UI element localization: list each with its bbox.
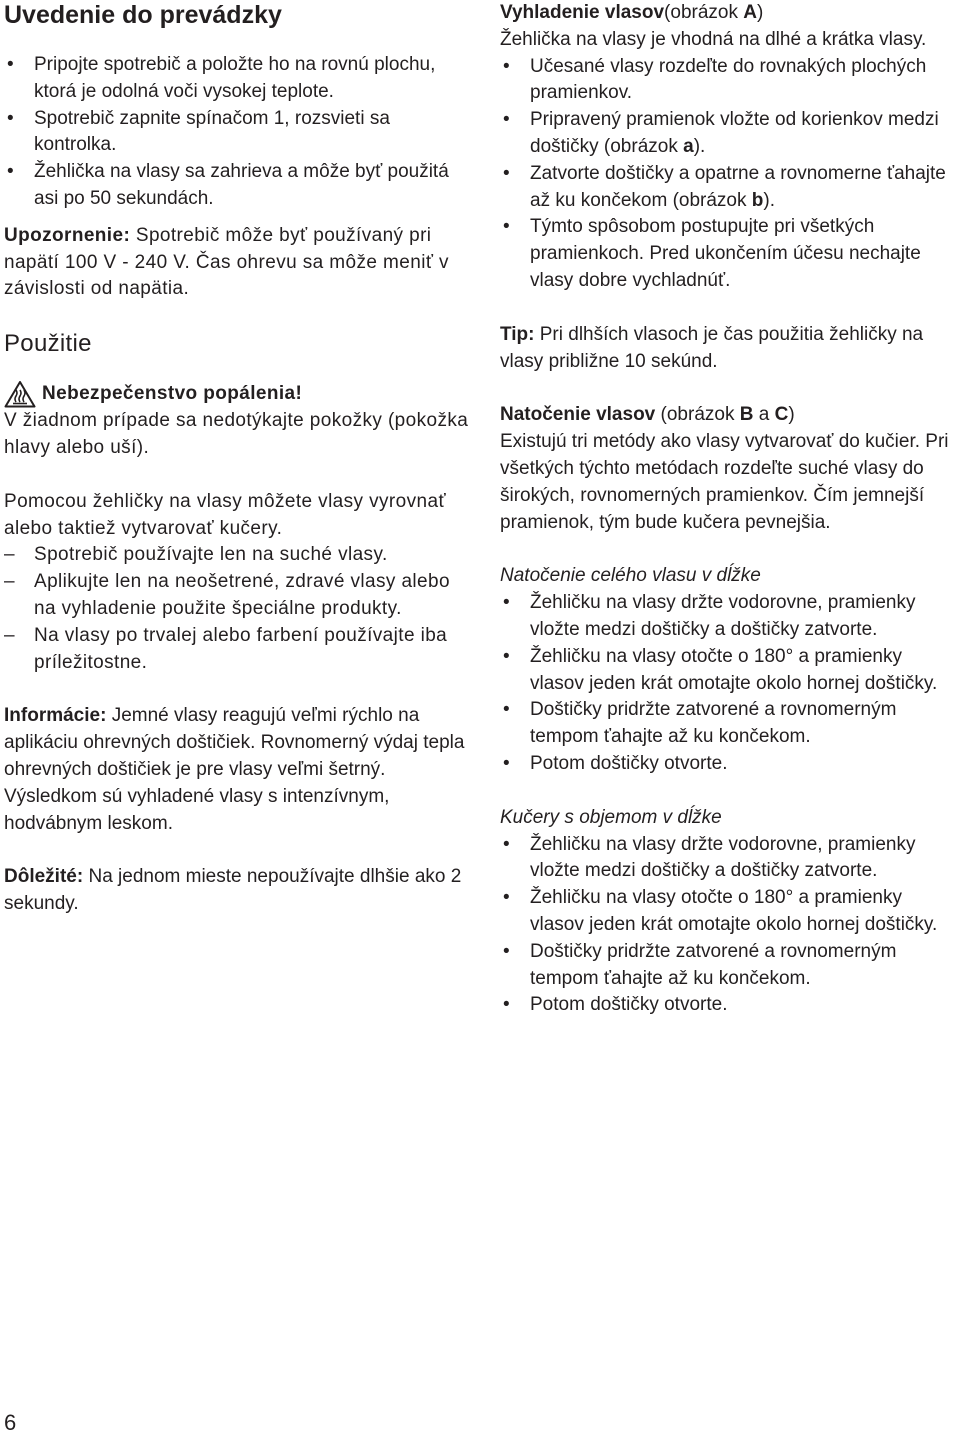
intro-heading: Uvedenie do prevádzky xyxy=(4,1,282,29)
figure-letter: a xyxy=(683,135,694,157)
note-label: Upozornenie: xyxy=(4,224,131,246)
curling-title-and: a xyxy=(753,404,775,426)
intro-bullet-list xyxy=(4,52,474,213)
curling-title-ref: (obrázok xyxy=(655,404,740,426)
list-item: • Pripojte spotrebič a položte ho na rovnú plochu, ktorá je odolná voči vysokej teplote. xyxy=(4,52,474,106)
list-item xyxy=(500,107,958,161)
straightening-bullet-list xyxy=(500,54,958,295)
list-item xyxy=(500,161,958,215)
page-number: 6 xyxy=(4,1410,17,1435)
information-paragraph xyxy=(4,703,474,837)
important-label: Dôležité: xyxy=(4,866,84,888)
list-item-text: Zatvorte doštičky a opatrne a rovnomerne ťahajte až ku končekom (obrázok xyxy=(530,162,946,211)
list-item-text: ). xyxy=(763,189,775,211)
list-item: • Doštičky pridržte zatvorené a rovnomerným tempom ťahajte až ku končekom. xyxy=(500,697,958,751)
warning-text: V žiadnom prípade sa nedotýkajte pokožky (pokožka hlavy alebo uší). xyxy=(4,410,469,458)
list-item: – Spotrebič používajte len na suché vlasy. xyxy=(4,542,474,569)
tip-paragraph xyxy=(500,322,958,376)
list-item: • Žehlička na vlasy sa zahrieva a môže byť použitá asi po 50 sekundách. xyxy=(4,159,474,213)
important-paragraph xyxy=(4,864,474,918)
curling-title-close: ) xyxy=(788,404,795,426)
voltage-note xyxy=(4,223,474,303)
list-item-text: Pripravený pramienok vložte od korienkov medzi doštičky (obrázok xyxy=(530,109,939,157)
figure-letter: B xyxy=(739,404,754,426)
tip-label: Tip: xyxy=(500,323,535,345)
straightening-title xyxy=(500,0,958,27)
figure-letter: C xyxy=(774,404,789,426)
figure-letter: A xyxy=(743,2,757,23)
list-item: • Týmto spôsobom postupujte pri všetkých pramienkoch. Pred ukončením účesu nechajte vlasy dobre vychladnúť. xyxy=(500,214,958,294)
full-length-bullet-list xyxy=(500,590,958,778)
list-item: • Doštičky pridržte zatvorené a rovnomerným tempom ťahajte až ku končekom. xyxy=(500,939,958,993)
volume-bullet-list xyxy=(500,832,958,1020)
curling-text: Existujú tri metódy ako vlasy vytvarovať do kučier. Pri všetkých týchto metódach rozdeľte suché vlasy do širokých, rovnomerných pramienkov. Čím jemnejší pramienok, tým bude kučera pevnejšia. xyxy=(500,431,949,533)
burn-warning-title xyxy=(4,380,474,408)
tip-text: Pri dlhších vlasoch je čas použitia žehličky na vlasy približne 10 sekúnd. xyxy=(500,323,924,372)
info-text: Jemné vlasy reagujú veľmi rýchlo na aplikáciu ohrevných doštičiek. Rovnomerný výdaj tepla ohrevných doštičiek je pre vlasy veľmi šetrný. Výsledkom sú vyhladené vlasy s intenzívnym, hodvábnym leskom. xyxy=(4,705,465,834)
usage-intro-text: Pomocou žehličky na vlasy môžete vlasy vyrovnať alebo taktiež vytvarovať kučery. xyxy=(4,490,446,539)
list-item: • Spotrebič zapnite spínačom 1, rozsvieti sa kontrolka. xyxy=(4,106,474,160)
volume-curl-heading: Kučery s objemom v dĺžke xyxy=(500,806,722,828)
straightening-title-bold: Vyhladenie vlasov xyxy=(500,2,665,23)
list-item: – Aplikujte len na neošetrené, zdravé vlasy alebo na vyhladenie použite špeciálne produkty. xyxy=(4,569,474,623)
important-text: Na jednom mieste nepoužívajte dlhšie ako 2 sekundy. xyxy=(4,866,462,915)
list-item: • Žehličku na vlasy otočte o 180° a pramienky vlasov jeden krát omotajte okolo hornej doštičky. xyxy=(500,644,958,698)
list-item: • Učesané vlasy rozdeľte do rovnakých plochých pramienkov. xyxy=(500,54,958,108)
figure-letter: b xyxy=(751,189,764,211)
curling-title xyxy=(500,402,958,429)
list-item: • Potom doštičky otvorte. xyxy=(500,992,958,1019)
list-item: • Potom doštičky otvorte. xyxy=(500,751,958,778)
usage-dash-list xyxy=(4,542,474,676)
right-column xyxy=(500,0,958,1019)
usage-heading: Použitie xyxy=(4,330,92,358)
list-item-text: ). xyxy=(693,135,706,157)
straightening-text: Žehlička na vlasy je vhodná na dlhé a krátka vlasy. xyxy=(500,28,927,50)
note-text: Spotrebič môže byť používaný pri napätí 100 V - 240 V. Čas ohrevu sa môže meniť v závislosti od napätia. xyxy=(4,224,449,300)
curling-title-bold: Natočenie vlasov xyxy=(500,404,656,426)
info-label: Informácie: xyxy=(4,705,107,727)
list-item: • Žehličku na vlasy otočte o 180° a pramienky vlasov jeden krát omotajte okolo hornej doštičky. xyxy=(500,885,958,939)
straightening-title-ref: (obrázok xyxy=(664,2,744,23)
list-item: • Žehličku na vlasy držte vodorovne, pramienky vložte medzi doštičky a doštičky zatvorte. xyxy=(500,832,958,886)
full-length-curl-heading: Natočenie celého vlasu v dĺžke xyxy=(500,565,761,587)
hot-surface-warning-icon xyxy=(4,380,36,408)
warning-title-text: Nebezpečenstvo popálenia! xyxy=(42,382,303,404)
straightening-title-close: ) xyxy=(756,2,764,23)
list-item: • Žehličku na vlasy držte vodorovne, pramienky vložte medzi doštičky a doštičky zatvorte. xyxy=(500,590,958,644)
left-column xyxy=(4,0,474,918)
list-item: – Na vlasy po trvalej alebo farbení používajte iba príležitostne. xyxy=(4,623,474,677)
